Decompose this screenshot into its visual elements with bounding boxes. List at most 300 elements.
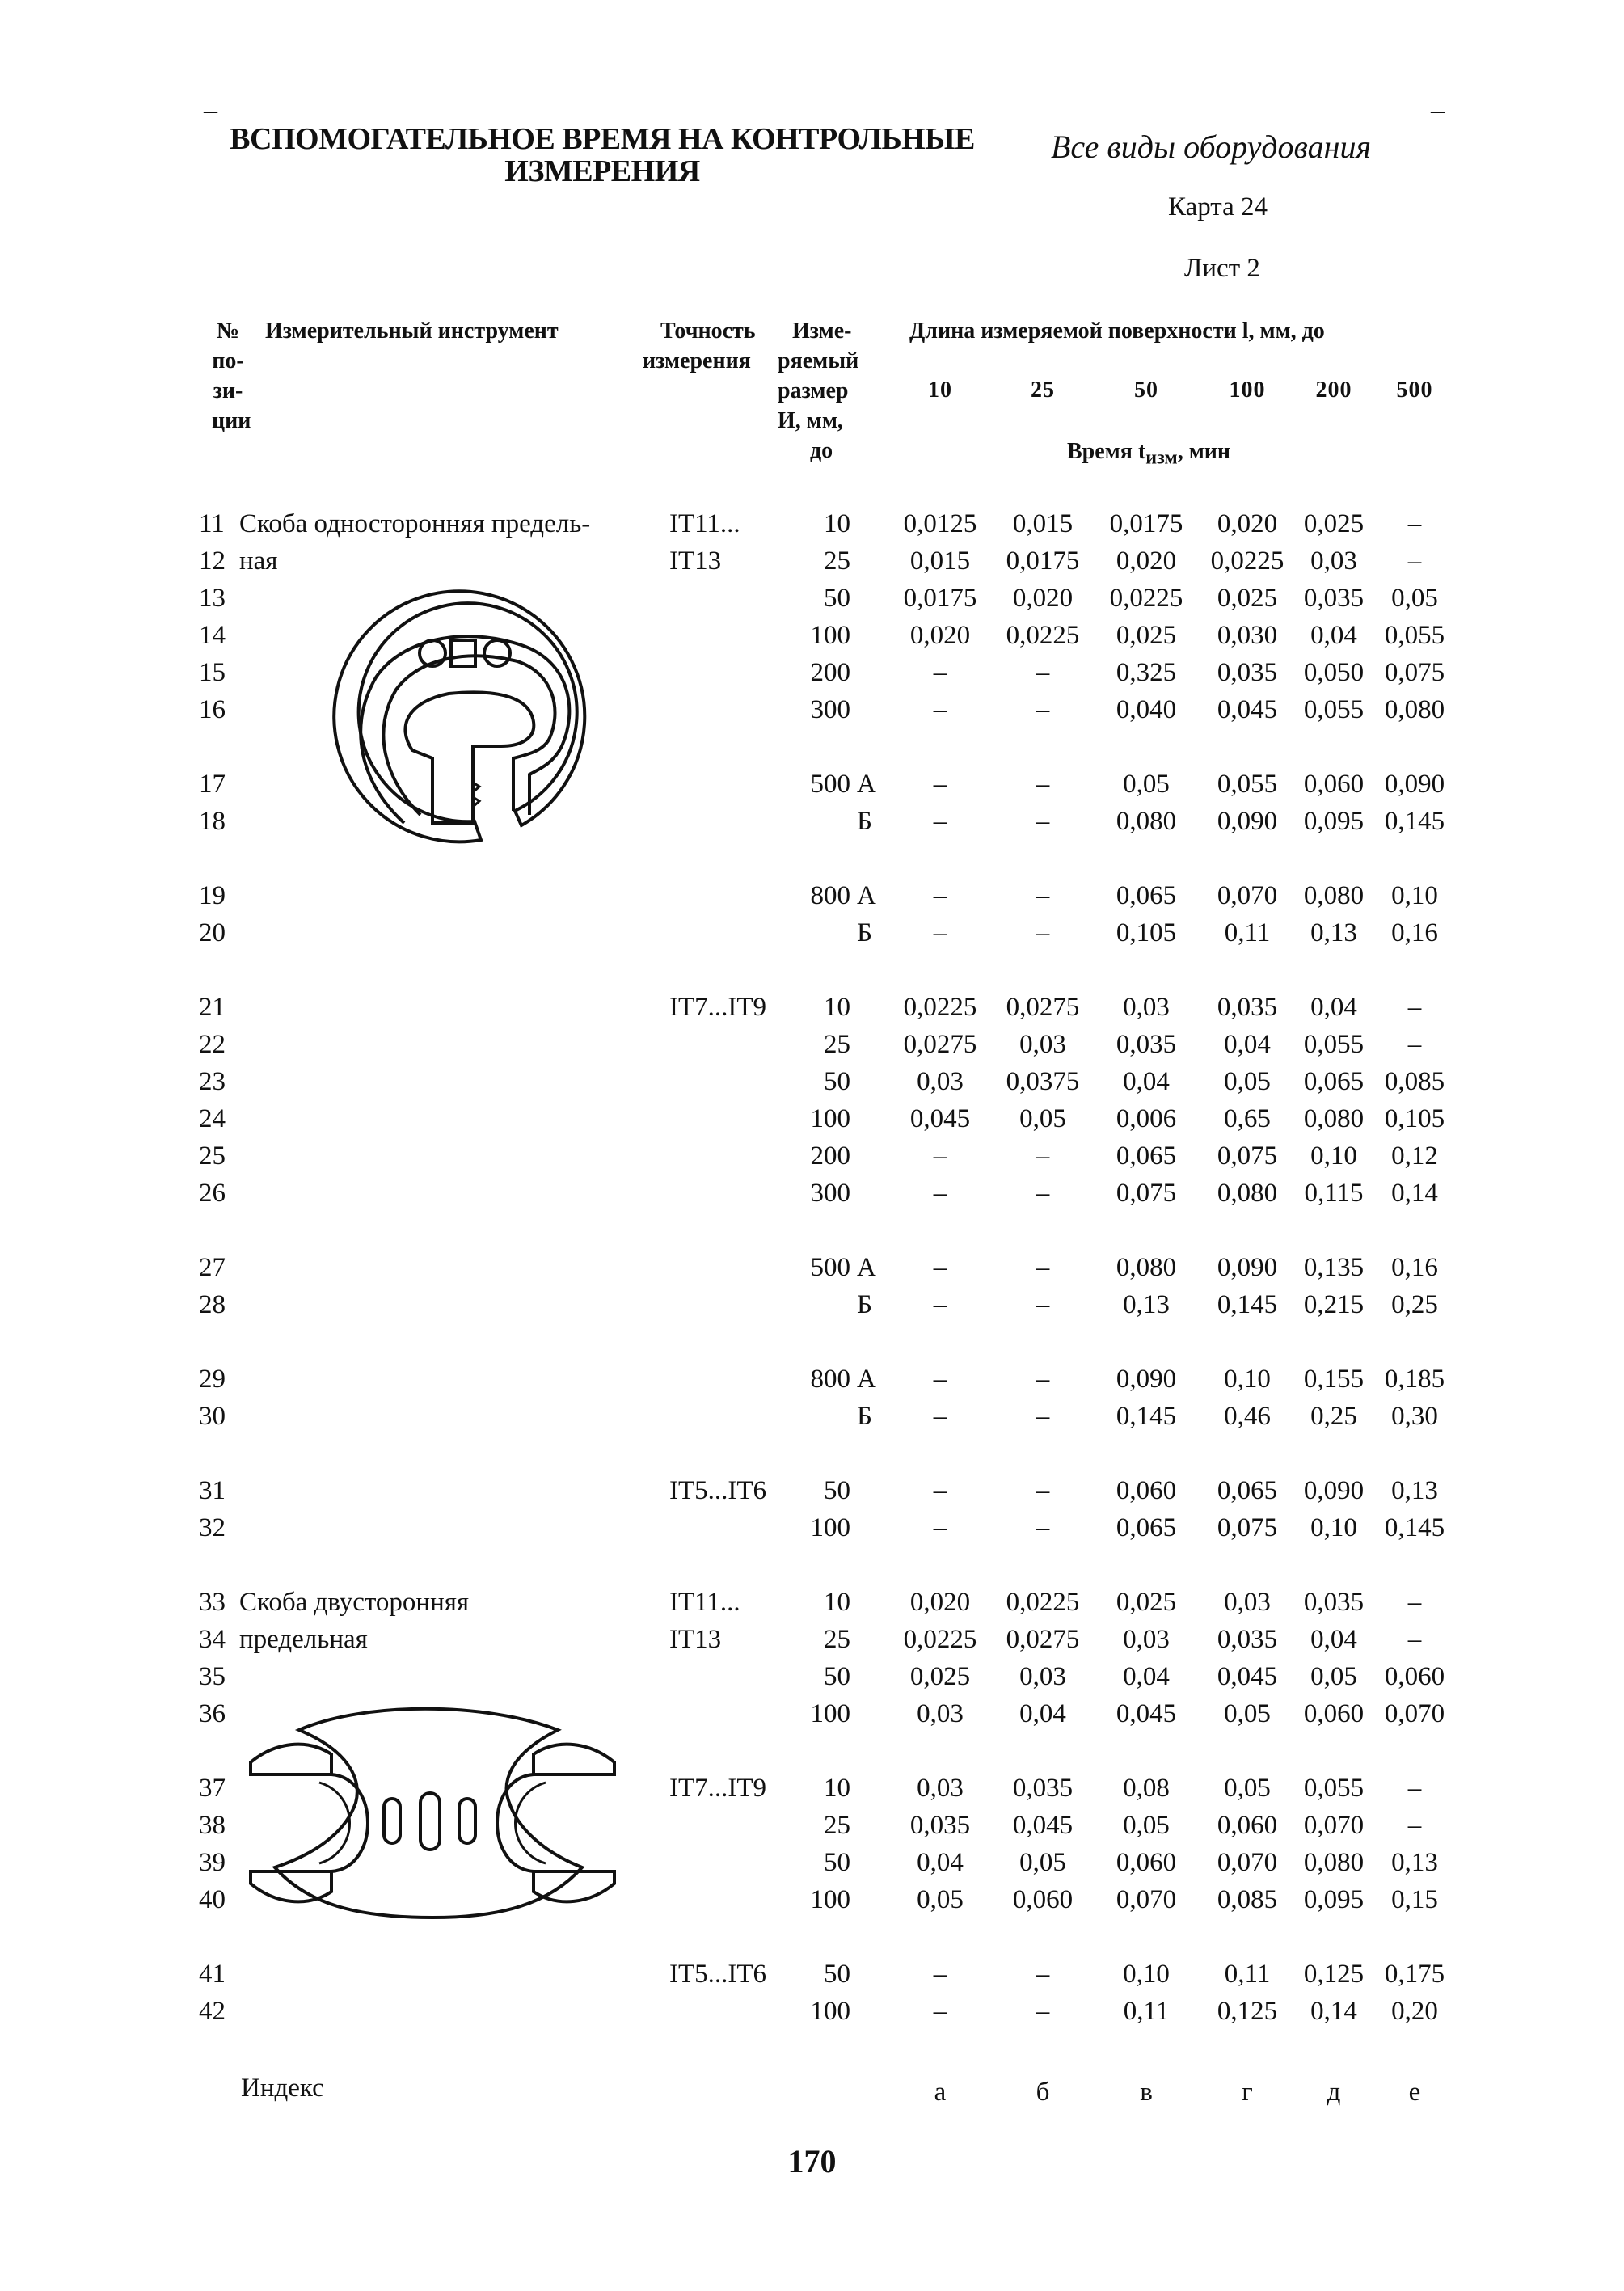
header-accuracy bbox=[643, 316, 756, 376]
header-pos bbox=[212, 316, 251, 436]
row-value-200: 0,080 bbox=[1303, 1848, 1365, 1877]
row-value-25: 0,05 bbox=[1019, 1104, 1066, 1133]
row-size: 25 bbox=[824, 1030, 850, 1059]
row-pos: 18 bbox=[199, 807, 226, 836]
row-value-500: 0,090 bbox=[1384, 770, 1445, 799]
row-size: 25 bbox=[824, 546, 850, 576]
row-value-50: 0,04 bbox=[1123, 1662, 1170, 1691]
row-value-100: 0,11 bbox=[1224, 918, 1271, 947]
row-value-500: – bbox=[1407, 1811, 1422, 1840]
row-value-50: 0,065 bbox=[1116, 1513, 1177, 1542]
equipment-label: Все виды оборудования bbox=[1051, 129, 1372, 165]
row-value-100: 0,65 bbox=[1224, 1104, 1271, 1133]
row-value-500: – bbox=[1407, 1774, 1422, 1803]
row-value-100: 0,05 bbox=[1224, 1699, 1271, 1728]
row-pos: 28 bbox=[199, 1290, 226, 1319]
row-pos: 25 bbox=[199, 1141, 226, 1171]
row-value-200: 0,095 bbox=[1303, 1885, 1365, 1914]
row-value-200: 0,04 bbox=[1310, 993, 1357, 1022]
row-value-200: 0,035 bbox=[1303, 1588, 1365, 1617]
row-size: 100 bbox=[810, 1699, 850, 1728]
row-value-100: 0,46 bbox=[1224, 1402, 1271, 1431]
row-value-10: 0,03 bbox=[917, 1774, 964, 1803]
row-accuracy: IT5...IT6 bbox=[669, 1476, 767, 1505]
row-value-500: 0,13 bbox=[1391, 1476, 1438, 1505]
row-pos: 36 bbox=[199, 1699, 226, 1728]
row-size: 10 bbox=[824, 509, 850, 538]
row-value-10: – bbox=[933, 770, 947, 799]
header-pos-line: зи- bbox=[213, 378, 243, 403]
row-pos: 26 bbox=[199, 1179, 226, 1208]
row-value-10: – bbox=[933, 918, 947, 947]
row-value-200: 0,14 bbox=[1310, 1997, 1357, 2026]
row-value-50: 0,060 bbox=[1116, 1848, 1177, 1877]
row-value-100: 0,05 bbox=[1224, 1774, 1271, 1803]
row-size: 300 bbox=[810, 1179, 850, 1208]
row-size: 50 bbox=[824, 1476, 850, 1505]
length-header-25: 25 bbox=[1031, 378, 1055, 403]
row-value-200: 0,05 bbox=[1310, 1662, 1357, 1691]
row-value-10: 0,0225 bbox=[903, 993, 977, 1022]
row-value-500: 0,185 bbox=[1384, 1365, 1445, 1394]
index-letter-а: а bbox=[934, 2078, 947, 2107]
row-pos: 14 bbox=[199, 621, 226, 650]
row-value-500: 0,175 bbox=[1384, 1960, 1445, 1989]
row-size: 200 bbox=[810, 1141, 850, 1171]
row-value-10: 0,035 bbox=[909, 1811, 971, 1840]
header-size-line: И, мм, bbox=[778, 408, 843, 433]
row-pos: 37 bbox=[199, 1774, 226, 1803]
row-pos: 27 bbox=[199, 1253, 226, 1282]
row-value-50: 0,025 bbox=[1116, 1588, 1177, 1617]
row-value-500: – bbox=[1407, 1030, 1422, 1059]
length-header-10: 10 bbox=[928, 378, 952, 403]
row-value-10: – bbox=[933, 1141, 947, 1171]
row-size: 800 bbox=[810, 881, 850, 910]
row-value-10: – bbox=[933, 1402, 947, 1431]
row-value-200: 0,050 bbox=[1303, 658, 1365, 687]
row-value-25: – bbox=[1036, 1960, 1050, 1989]
row-value-500: 0,12 bbox=[1391, 1141, 1438, 1171]
row-value-200: 0,055 bbox=[1303, 1774, 1365, 1803]
row-value-50: 0,035 bbox=[1116, 1030, 1177, 1059]
row-value-50: 0,006 bbox=[1116, 1104, 1177, 1133]
row-value-50: 0,08 bbox=[1123, 1774, 1170, 1803]
row-pos: 29 bbox=[199, 1365, 226, 1394]
row-pos: 16 bbox=[199, 695, 226, 724]
row-size: 200 bbox=[810, 658, 850, 687]
index-label: Индекс bbox=[241, 2074, 324, 2103]
row-value-10: – bbox=[933, 1179, 947, 1208]
row-value-500: 0,10 bbox=[1391, 881, 1438, 910]
header-size-line: до bbox=[810, 438, 833, 463]
row-value-100: 0,075 bbox=[1217, 1513, 1278, 1542]
row-size: 50 bbox=[824, 1067, 850, 1096]
row-value-200: 0,055 bbox=[1303, 695, 1365, 724]
row-value-50: 0,040 bbox=[1116, 695, 1177, 724]
row-pos: 39 bbox=[199, 1848, 226, 1877]
row-size-sub: А bbox=[857, 881, 876, 910]
row-value-100: 0,075 bbox=[1217, 1141, 1278, 1171]
header-size bbox=[778, 316, 858, 466]
row-value-10: 0,0125 bbox=[903, 509, 977, 538]
row-value-100: 0,065 bbox=[1217, 1476, 1278, 1505]
row-value-100: 0,035 bbox=[1217, 1625, 1278, 1654]
row-value-50: 0,065 bbox=[1116, 1141, 1177, 1171]
row-pos: 24 bbox=[199, 1104, 226, 1133]
row-value-50: 0,05 bbox=[1123, 770, 1170, 799]
row-value-200: 0,025 bbox=[1303, 509, 1365, 538]
row-value-500: 0,16 bbox=[1391, 1253, 1438, 1282]
row-pos: 31 bbox=[199, 1476, 226, 1505]
row-value-25: – bbox=[1036, 658, 1050, 687]
row-size: 100 bbox=[810, 1885, 850, 1914]
row-value-10: – bbox=[933, 1365, 947, 1394]
index-letter-в: в bbox=[1140, 2078, 1153, 2107]
row-value-25: 0,045 bbox=[1012, 1811, 1074, 1840]
header-pos-line: по- bbox=[212, 348, 244, 373]
row-size-sub: Б bbox=[857, 1290, 872, 1319]
row-size: 50 bbox=[824, 584, 850, 613]
row-value-100: 0,090 bbox=[1217, 807, 1278, 836]
title-line-2: ИЗМЕРЕНИЯ bbox=[504, 154, 700, 188]
row-value-10: 0,0225 bbox=[903, 1625, 977, 1654]
row-size: 500 bbox=[810, 770, 850, 799]
row-value-200: 0,04 bbox=[1310, 621, 1357, 650]
header-pos-line: № bbox=[216, 319, 240, 344]
row-pos: 32 bbox=[199, 1513, 226, 1542]
row-value-100: 0,04 bbox=[1224, 1030, 1271, 1059]
row-value-100: 0,11 bbox=[1224, 1960, 1271, 1989]
row-value-100: 0,025 bbox=[1217, 584, 1278, 613]
length-header-200: 200 bbox=[1315, 378, 1352, 403]
row-size: 800 bbox=[810, 1365, 850, 1394]
row-pos: 12 bbox=[199, 546, 226, 576]
row-value-200: 0,25 bbox=[1310, 1402, 1357, 1431]
row-pos: 38 bbox=[199, 1811, 226, 1840]
row-accuracy: IT7...IT9 bbox=[669, 993, 767, 1022]
row-size-sub: А bbox=[857, 1365, 876, 1394]
row-value-10: 0,0275 bbox=[903, 1030, 977, 1059]
row-value-25: – bbox=[1036, 770, 1050, 799]
row-pos: 42 bbox=[199, 1997, 226, 2026]
row-value-10: 0,045 bbox=[909, 1104, 971, 1133]
row-value-25: 0,0175 bbox=[1006, 546, 1080, 576]
row-size-sub: А bbox=[857, 770, 876, 799]
row-value-50: 0,090 bbox=[1116, 1365, 1177, 1394]
row-value-25: 0,060 bbox=[1012, 1885, 1074, 1914]
row-value-10: – bbox=[933, 1290, 947, 1319]
row-value-500: 0,05 bbox=[1391, 584, 1438, 613]
row-value-50: 0,13 bbox=[1123, 1290, 1170, 1319]
row-accuracy: IT7...IT9 bbox=[669, 1774, 767, 1803]
row-pos: 35 bbox=[199, 1662, 226, 1691]
row-instrument: ная bbox=[239, 546, 278, 576]
header-time bbox=[1067, 437, 1230, 474]
row-accuracy: IT11... bbox=[669, 509, 740, 538]
row-value-10: – bbox=[933, 1476, 947, 1505]
row-size: 100 bbox=[810, 1997, 850, 2026]
row-value-25: 0,05 bbox=[1019, 1848, 1066, 1877]
row-value-200: 0,155 bbox=[1303, 1365, 1365, 1394]
row-value-50: 0,080 bbox=[1116, 1253, 1177, 1282]
row-value-50: 0,045 bbox=[1116, 1699, 1177, 1728]
row-value-50: 0,070 bbox=[1116, 1885, 1177, 1914]
row-value-500: 0,25 bbox=[1391, 1290, 1438, 1319]
row-value-10: 0,05 bbox=[917, 1885, 964, 1914]
double-sided-limit-gauge-drawing bbox=[243, 1706, 622, 1924]
row-value-200: 0,13 bbox=[1310, 918, 1357, 947]
row-value-10: 0,025 bbox=[909, 1662, 971, 1691]
row-accuracy: IT5...IT6 bbox=[669, 1960, 767, 1989]
row-value-25: 0,0275 bbox=[1006, 1625, 1080, 1654]
row-size: 10 bbox=[824, 993, 850, 1022]
row-value-100: 0,10 bbox=[1224, 1365, 1271, 1394]
row-size: 100 bbox=[810, 621, 850, 650]
row-value-25: 0,04 bbox=[1019, 1699, 1066, 1728]
row-value-500: 0,085 bbox=[1384, 1067, 1445, 1096]
row-value-25: – bbox=[1036, 1253, 1050, 1282]
length-header-100: 100 bbox=[1229, 378, 1266, 403]
row-value-50: 0,0225 bbox=[1109, 584, 1183, 613]
row-value-100: 0,055 bbox=[1217, 770, 1278, 799]
row-value-50: 0,020 bbox=[1116, 546, 1177, 576]
row-accuracy: IT13 bbox=[669, 1625, 722, 1654]
row-value-500: 0,075 bbox=[1384, 658, 1445, 687]
length-header-50: 50 bbox=[1134, 378, 1158, 403]
row-pos: 17 bbox=[199, 770, 226, 799]
row-pos: 23 bbox=[199, 1067, 226, 1096]
row-value-50: 0,10 bbox=[1123, 1960, 1170, 1989]
row-pos: 21 bbox=[199, 993, 226, 1022]
row-size: 50 bbox=[824, 1848, 850, 1877]
row-instrument: предельная bbox=[239, 1625, 368, 1654]
row-value-10: 0,020 bbox=[909, 621, 971, 650]
row-value-25: 0,035 bbox=[1012, 1774, 1074, 1803]
row-value-100: 0,085 bbox=[1217, 1885, 1278, 1914]
single-sided-limit-gauge-drawing bbox=[327, 580, 602, 847]
row-value-10: – bbox=[933, 1960, 947, 1989]
row-pos: 33 bbox=[199, 1588, 226, 1617]
row-value-200: 0,060 bbox=[1303, 770, 1365, 799]
row-value-50: 0,11 bbox=[1123, 1997, 1170, 2026]
header-size-line: размер bbox=[778, 378, 849, 403]
row-value-500: – bbox=[1407, 546, 1422, 576]
row-value-500: 0,080 bbox=[1384, 695, 1445, 724]
row-value-200: 0,070 bbox=[1303, 1811, 1365, 1840]
row-value-100: 0,035 bbox=[1217, 658, 1278, 687]
row-value-50: 0,060 bbox=[1116, 1476, 1177, 1505]
row-value-200: 0,080 bbox=[1303, 881, 1365, 910]
row-value-500: 0,145 bbox=[1384, 807, 1445, 836]
header-size-line: ряемый bbox=[778, 348, 859, 373]
row-value-100: 0,145 bbox=[1217, 1290, 1278, 1319]
row-pos: 13 bbox=[199, 584, 226, 613]
row-value-10: 0,020 bbox=[909, 1588, 971, 1617]
row-value-50: 0,325 bbox=[1116, 658, 1177, 687]
row-value-25: – bbox=[1036, 881, 1050, 910]
row-value-200: 0,090 bbox=[1303, 1476, 1365, 1505]
row-size: 500 bbox=[810, 1253, 850, 1282]
row-pos: 40 bbox=[199, 1885, 226, 1914]
row-value-10: – bbox=[933, 658, 947, 687]
row-size: 10 bbox=[824, 1774, 850, 1803]
length-header-500: 500 bbox=[1396, 378, 1433, 403]
row-value-25: – bbox=[1036, 1997, 1050, 2026]
row-value-100: 0,045 bbox=[1217, 1662, 1278, 1691]
row-value-200: 0,10 bbox=[1310, 1513, 1357, 1542]
row-value-100: 0,090 bbox=[1217, 1253, 1278, 1282]
row-value-10: – bbox=[933, 807, 947, 836]
row-value-500: – bbox=[1407, 993, 1422, 1022]
row-instrument: Скоба двусторонняя bbox=[239, 1588, 470, 1617]
row-value-25: – bbox=[1036, 807, 1050, 836]
index-letter-б: б bbox=[1036, 2078, 1050, 2107]
row-value-10: – bbox=[933, 695, 947, 724]
row-value-200: 0,060 bbox=[1303, 1699, 1365, 1728]
row-value-200: 0,04 bbox=[1310, 1625, 1357, 1654]
row-value-25: 0,0375 bbox=[1006, 1067, 1080, 1096]
row-value-10: 0,03 bbox=[917, 1699, 964, 1728]
row-value-25: – bbox=[1036, 1513, 1050, 1542]
row-value-25: – bbox=[1036, 1402, 1050, 1431]
row-value-100: 0,060 bbox=[1217, 1811, 1278, 1840]
row-size: 100 bbox=[810, 1513, 850, 1542]
row-size: 25 bbox=[824, 1625, 850, 1654]
header-dash-left: – bbox=[204, 95, 217, 125]
row-value-200: 0,095 bbox=[1303, 807, 1365, 836]
row-value-10: – bbox=[933, 1253, 947, 1282]
card-label: Карта 24 bbox=[1168, 192, 1268, 222]
row-value-200: 0,125 bbox=[1303, 1960, 1365, 1989]
row-value-500: 0,105 bbox=[1384, 1104, 1445, 1133]
row-value-25: 0,0225 bbox=[1006, 1588, 1080, 1617]
title-line-1: ВСПОМОГАТЕЛЬНОЕ ВРЕМЯ НА КОНТРОЛЬНЫЕ bbox=[230, 122, 975, 156]
row-value-25: – bbox=[1036, 1290, 1050, 1319]
row-value-25: – bbox=[1036, 1365, 1050, 1394]
row-accuracy: IT13 bbox=[669, 546, 722, 576]
row-value-200: 0,03 bbox=[1310, 546, 1357, 576]
row-value-10: 0,04 bbox=[917, 1848, 964, 1877]
header-time-sub: изм bbox=[1145, 447, 1178, 469]
row-size: 10 bbox=[824, 1588, 850, 1617]
row-value-500: 0,13 bbox=[1391, 1848, 1438, 1877]
row-value-500: 0,14 bbox=[1391, 1179, 1438, 1208]
row-value-200: 0,10 bbox=[1310, 1141, 1357, 1171]
row-value-10: 0,015 bbox=[909, 546, 971, 576]
row-size: 50 bbox=[824, 1960, 850, 1989]
row-value-10: 0,03 bbox=[917, 1067, 964, 1096]
row-value-500: 0,145 bbox=[1384, 1513, 1445, 1542]
row-instrument: Скоба односторонняя предель- bbox=[239, 509, 591, 538]
row-value-500: – bbox=[1407, 1625, 1422, 1654]
row-pos: 22 bbox=[199, 1030, 226, 1059]
row-value-100: 0,05 bbox=[1224, 1067, 1271, 1096]
index-letter-г: г bbox=[1242, 2078, 1253, 2107]
row-value-200: 0,080 bbox=[1303, 1104, 1365, 1133]
header-accuracy-line: Точность bbox=[660, 319, 756, 344]
row-value-200: 0,215 bbox=[1303, 1290, 1365, 1319]
header-dash-right: – bbox=[1431, 95, 1445, 125]
row-accuracy: IT11... bbox=[669, 1588, 740, 1617]
row-pos: 11 bbox=[199, 509, 225, 538]
row-value-50: 0,03 bbox=[1123, 993, 1170, 1022]
header-time-pre: Время t bbox=[1067, 439, 1146, 464]
index-letter-д: д bbox=[1327, 2078, 1341, 2107]
header-pos-line: ции bbox=[212, 408, 251, 433]
row-value-50: 0,04 bbox=[1123, 1067, 1170, 1096]
row-value-200: 0,055 bbox=[1303, 1030, 1365, 1059]
row-value-50: 0,03 bbox=[1123, 1625, 1170, 1654]
row-value-25: 0,020 bbox=[1012, 584, 1074, 613]
row-value-25: 0,03 bbox=[1019, 1030, 1066, 1059]
header-size-line: Изме- bbox=[792, 319, 852, 344]
row-value-50: 0,065 bbox=[1116, 881, 1177, 910]
row-value-50: 0,05 bbox=[1123, 1811, 1170, 1840]
row-pos: 15 bbox=[199, 658, 226, 687]
row-value-500: 0,060 bbox=[1384, 1662, 1445, 1691]
row-pos: 41 bbox=[199, 1960, 226, 1989]
row-size-sub: Б bbox=[857, 1402, 872, 1431]
row-value-50: 0,0175 bbox=[1109, 509, 1183, 538]
row-value-500: 0,055 bbox=[1384, 621, 1445, 650]
row-value-25: – bbox=[1036, 918, 1050, 947]
row-value-200: 0,035 bbox=[1303, 584, 1365, 613]
row-size-sub: Б bbox=[857, 918, 872, 947]
row-pos: 34 bbox=[199, 1625, 226, 1654]
row-value-100: 0,070 bbox=[1217, 1848, 1278, 1877]
row-value-25: 0,03 bbox=[1019, 1662, 1066, 1691]
row-value-500: 0,16 bbox=[1391, 918, 1438, 947]
row-value-25: 0,015 bbox=[1012, 509, 1074, 538]
row-value-50: 0,105 bbox=[1116, 918, 1177, 947]
page-title bbox=[218, 123, 986, 188]
row-value-50: 0,080 bbox=[1116, 807, 1177, 836]
row-size-sub: А bbox=[857, 1253, 876, 1282]
row-value-500: 0,30 bbox=[1391, 1402, 1438, 1431]
row-value-500: – bbox=[1407, 1588, 1422, 1617]
row-value-200: 0,115 bbox=[1304, 1179, 1364, 1208]
row-value-10: – bbox=[933, 881, 947, 910]
row-value-100: 0,0225 bbox=[1210, 546, 1284, 576]
row-value-100: 0,035 bbox=[1217, 993, 1278, 1022]
row-value-25: – bbox=[1036, 1476, 1050, 1505]
row-value-500: 0,15 bbox=[1391, 1885, 1438, 1914]
row-value-100: 0,03 bbox=[1224, 1588, 1271, 1617]
row-value-25: – bbox=[1036, 1179, 1050, 1208]
row-size: 100 bbox=[810, 1104, 850, 1133]
row-value-100: 0,030 bbox=[1217, 621, 1278, 650]
row-pos: 20 bbox=[199, 918, 226, 947]
row-value-10: – bbox=[933, 1513, 947, 1542]
index-letter-е: е bbox=[1408, 2078, 1421, 2107]
row-value-50: 0,145 bbox=[1116, 1402, 1177, 1431]
row-size: 300 bbox=[810, 695, 850, 724]
header-time-post: , мин bbox=[1177, 439, 1231, 464]
row-value-500: 0,20 bbox=[1391, 1997, 1438, 2026]
row-value-100: 0,125 bbox=[1217, 1997, 1278, 2026]
row-value-500: 0,070 bbox=[1384, 1699, 1445, 1728]
row-value-50: 0,025 bbox=[1116, 621, 1177, 650]
row-size-sub: Б bbox=[857, 807, 872, 836]
row-size: 50 bbox=[824, 1662, 850, 1691]
row-value-25: 0,0275 bbox=[1006, 993, 1080, 1022]
row-value-500: – bbox=[1407, 509, 1422, 538]
page-number: 170 bbox=[787, 2143, 837, 2179]
header-length: Длина измеряемой поверхности l, мм, до bbox=[909, 319, 1325, 344]
sheet-label: Лист 2 bbox=[1184, 254, 1260, 283]
row-value-25: 0,0225 bbox=[1006, 621, 1080, 650]
